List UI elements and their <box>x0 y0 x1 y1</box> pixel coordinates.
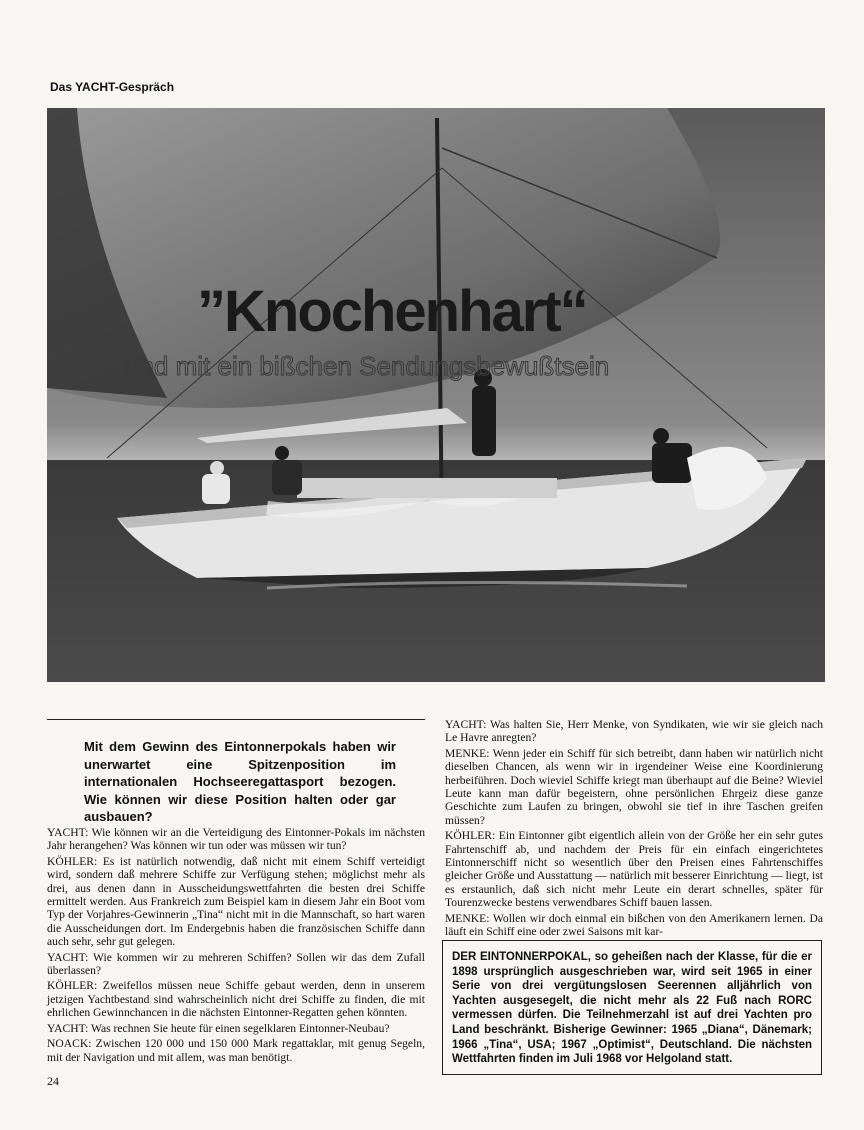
paragraph: MENKE: Wollen wir doch einmal ein bißchen von den Amerikanern lernen. Da läuft ein Schiff eine oder zwei Saisons mit kar- <box>445 911 823 939</box>
headline: ”Knochenhart“ <box>197 279 587 344</box>
info-box-text: DER EINTONNERPOKAL, so geheißen nach der Klasse, für die er 1898 ursprünglich ausgeschrieben war, wird seit 1965 in einer Serie von drei vergütungslosen Seerennen alljährlich von Yachten ausgesegelt, die nicht mehr als 22 Fuß nach RORC vermessen dürfen. Die Teilnehmerzahl ist auf drei Yachten pro Land beschränkt. Bisherige Gewinner: 1965 „Diana“, Dänemark; 1966 „Tina“, USA; 1967 „Optimist“, Deutschland. Die nächsten Wettfahrten finden im Juli 1968 vor Helgoland statt. <box>452 951 812 1066</box>
info-box <box>442 940 822 1075</box>
paragraph: YACHT: Wie kommen wir zu mehreren Schiffen? Sollen wir das dem Zufall überlassen? <box>47 950 425 978</box>
page-number: 24 <box>47 1074 59 1088</box>
divider-rule <box>47 719 425 720</box>
section-label: Das YACHT-Gespräch <box>50 80 175 94</box>
paragraph: YACHT: Was halten Sie, Herr Menke, von Syndikaten, wie wir sie gleich nach Le Havre anregten? <box>445 718 823 745</box>
intro-lead: Mit dem Gewinn des Eintonnerpokals haben wir unerwartet eine Spitzenposition im internationalen Hochseeregattasport bezogen. Wie können wir diese Position halten oder gar ausbauen? <box>84 739 396 824</box>
paragraph: KÖHLER: Ein Eintonner gibt eigentlich allein von der Größe her ein sehr gutes Fahrtenschiff ab, und nachdem der Preis für ein einfach eingerichtetes Eintonnerschiff nicht so wesentlich über den Preisen eines Fahrtenschiffes gleicher Größe und Ausstattung — natürlich mit besserer Einrichtung — liegt, ist es erstaunlich, daß sich nicht mehr Leute ein derart schnelles, später für Tourenzwecke bestens verwendbares Schiff bauen lassen. <box>445 829 823 910</box>
paragraph: MENKE: Wenn jeder ein Schiff für sich betreibt, dann haben wir natürlich nicht dieselben Chancen, als wenn wir in irgendeiner Weise eine Koordinierung herbeiführen. Doch wieviel Schiffe kriegt man überhaupt auf die Beine? Wieviel Leute kann man dafür begeistern, ohne persönlichen Ehrgeiz diese ganze Geschichte zum Laufen zu bringen, obwohl sie tief in ihre Taschen greifen müssen? <box>445 746 823 827</box>
paragraph: KÖHLER: Zweifellos müssen neue Schiffe gebaut werden, denn in unserem jetzigen Yachtbestand sind wahrscheinlich nicht drei Schiffe zu finden, die mit ehrlichen Gewinnchancen in die nächsten Eintonner-Regatten gehen könnten. <box>47 979 425 1020</box>
paragraph: KÖHLER: Es ist natürlich notwendig, daß nicht mit einem Schiff verteidigt wird, sondern daß mehrere Schiffe zur Verfügung stehen; möglichst mehr als drei, aus denen dann in Ausscheidungswettfahrten die besten drei Schiffe ermittelt werden. Aus Frankreich zum Beispiel kam in diesem Jahr ein Boot vom Typ der Vorjahres-Gewinnerin „Tina“ nicht mit in die Mannschaft, so hart waren die Ausscheidungen dort. Im Endergebnis haben die französischen Schiffe dann auch sehr, sehr gut gelegen. <box>47 854 425 949</box>
sailing-yacht-photo <box>47 108 825 682</box>
text-column-left <box>47 826 425 1066</box>
subheadline: und mit ein bißchen Sendungsbewußtsein <box>125 351 610 381</box>
paragraph: YACHT: Was rechnen Sie heute für einen segelklaren Eintonner-Neubau? <box>47 1021 390 1035</box>
text-column-right <box>445 718 823 941</box>
paragraph: NOACK: Zwischen 120 000 und 150 000 Mark regattaklar, mit genug Segeln, mit der Navigation und mit allem, was man benötigt. <box>47 1037 425 1064</box>
paragraph: YACHT: Wie können wir an die Verteidigung des Eintonner-Pokals im nächsten Jahr herangehen? Was können wir tun oder was müssen wir tun? <box>47 826 425 853</box>
